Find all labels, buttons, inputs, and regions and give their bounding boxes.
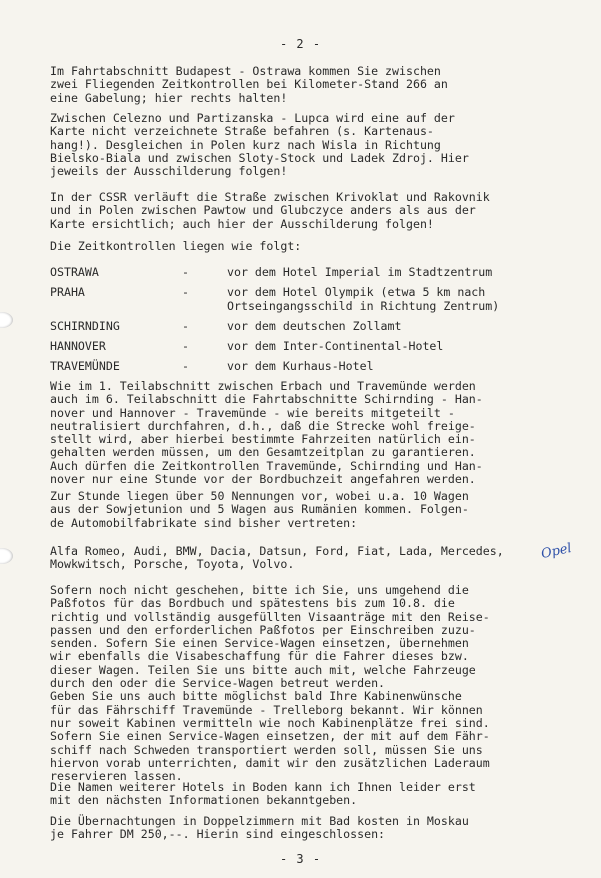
text-line: nover und Hannover - Travemünde - wie bereits mitgeteilt - — [50, 405, 455, 420]
punch-hole — [0, 548, 13, 564]
text-line: de Automobilfabrikate sind bisher vertreten: — [50, 515, 358, 530]
text-line: hang!). Desgleichen in Polen kurz nach Wisla in Richtung — [50, 137, 441, 152]
text-line: Sofern Sie einen Service-Wagen einsetzen, der mit auf dem Fähr- — [50, 729, 490, 744]
text-line: Auch dürfen die Zeitkontrollen Travemünde, Schirnding und Han- — [50, 458, 483, 473]
text-line: Die Übernachtungen in Doppelzimmern mit Bad kosten in Moskau — [50, 814, 469, 828]
control-location — [227, 319, 402, 332]
control-city: HANNOVER — [50, 339, 106, 354]
control-dash: - — [182, 359, 189, 374]
text-line: richtig und vollständig ausgefüllten Visaanträge mit den Reise- — [50, 609, 490, 624]
text-line: und in Polen zwischen Pawtow und Glubczyce anders als aus der — [50, 203, 476, 218]
control-city: OSTRAWA — [50, 265, 99, 279]
text-line: Geben Sie uns auch bitte möglichst bald Ihre Kabinenwünsche — [50, 689, 462, 704]
text-line: für das Fährschiff Travemünde - Trelleborg bekannt. Wir können — [50, 702, 483, 717]
text-line: nur soweit Kabinen vermitteln wie noch Kabinenplätze frei sind. — [50, 715, 490, 730]
control-location-line: vor dem Hotel Olympik (etwa 5 km nach — [227, 285, 486, 300]
paragraph-teilabschnitt — [50, 380, 570, 486]
text-line: senden. Sofern Sie einen Service-Wagen einsetzen, übernehmen — [50, 636, 469, 651]
text-line: passen und den erforderlichen Paßfotos per Einschreiben zuzu- — [50, 622, 476, 637]
text-line: Wie im 1. Teilabschnitt zwischen Erbach und Travemünde werden — [50, 379, 476, 393]
text-line: Mowkwitsch, Porsche, Toyota, Volvo. — [50, 557, 295, 572]
control-location — [227, 265, 492, 278]
text-line: nover nur eine Stunde vor der Bordbuchzeit angefahren werden. — [50, 472, 476, 487]
page-number-top: - 2 - — [279, 37, 322, 51]
text-line: Paßfotos für das Bordbuch und spätestens bis zum 10.8. die — [50, 596, 455, 611]
paragraph-cssr — [50, 191, 570, 231]
paragraph-gabelung — [50, 65, 570, 105]
paragraph-visa — [50, 584, 570, 783]
control-location-line: vor dem Inter-Continental-Hotel — [227, 339, 444, 354]
text-line: Bielsko-Biala und zwischen Sloty-Stock und Ladek Zdroj. Hier — [50, 150, 469, 165]
control-location-line: vor dem deutschen Zollamt — [227, 318, 402, 333]
text-line: schiff nach Schweden transportiert werden soll, müssen Sie uns — [50, 742, 483, 757]
text-line: wir ebenfalls die Visabeschaffung für die Fahrer dieses bzw. — [50, 649, 469, 664]
text-line: jeweils der Ausschilderung folgen! — [50, 164, 288, 179]
paragraph-fabrikate — [50, 545, 570, 572]
paragraph-hotels — [50, 781, 570, 808]
handwritten-note: Opel — [539, 540, 574, 563]
text-line: stellt wird, aber hierbei bestimmte Fahrzeiten natürlich ein- — [50, 432, 476, 447]
text-line: Die Zeitkontrollen liegen wie folgt: — [50, 239, 302, 253]
text-line: reservieren lassen. — [50, 769, 183, 784]
text-line: Die Namen weiterer Hotels in Boden kann ich Ihnen leider erst — [50, 780, 476, 794]
text-line: In der CSSR verläuft die Straße zwischen Krivoklat und Rakovnik — [50, 190, 490, 204]
text-line: Alfa Romeo, Audi, BMW, Dacia, Datsun, Ford, Fiat, Lada, Mercedes, — [50, 544, 504, 558]
control-city: SCHIRNDING — [50, 318, 120, 333]
text-line: hiervon vorab unterrichten, damit wir den zusätzlichen Laderaum — [50, 755, 490, 770]
text-line: aus der Sowjetunion und 5 Wagen aus Rumänien kommen. Folgen- — [50, 502, 469, 517]
text-line: dieser Wagen. Teilen Sie uns bitte auch mit, welche Fahrzeuge — [50, 662, 476, 677]
text-line: Im Fahrtabschnitt Budapest - Ostrawa kommen Sie zwischen — [50, 64, 441, 78]
text-line: Sofern noch nicht geschehen, bitte ich Sie, uns umgehend die — [50, 583, 469, 597]
paragraph-uebernachtungen — [50, 815, 570, 842]
control-dash: - — [182, 339, 189, 354]
control-dash: - — [182, 318, 189, 333]
control-location-line: Ortseingangsschild in Richtung Zentrum) — [227, 298, 500, 313]
control-location-line: vor dem Hotel Imperial im Stadtzentrum — [227, 265, 493, 279]
paragraph-nennungen — [50, 490, 570, 530]
control-city: PRAHA — [50, 285, 85, 300]
control-location — [227, 359, 374, 372]
punch-hole — [0, 312, 13, 328]
text-line: Karte ersichtlich; auch hier der Ausschilderung folgen! — [50, 216, 434, 231]
paragraph-zeitkontrollen-intro — [50, 240, 570, 253]
control-location — [227, 339, 443, 352]
text-line: je Fahrer DM 250,--. Hierin sind eingeschlossen: — [50, 827, 386, 842]
control-dash: - — [182, 285, 189, 300]
page-number-bottom: - 3 - — [279, 852, 322, 866]
control-dash: - — [182, 265, 189, 279]
text-line: durch den oder die Service-Wagen betreut werden. — [50, 676, 386, 691]
text-line: gehalten werden müssen, um den Gesamtzeitplan zu garantieren. — [50, 445, 476, 460]
text-line: auch im 6. Teilabschnitt die Fahrtabschnitte Schirnding - Han- — [50, 392, 483, 407]
text-line: Zur Stunde liegen über 50 Nennungen vor, wobei u.a. 10 Wagen — [50, 489, 469, 503]
text-line: Zwischen Celezno und Partizanska - Lupca wird eine auf der — [50, 111, 455, 125]
text-line: eine Gabelung; hier rechts halten! — [50, 90, 288, 105]
text-line: Karte nicht verzeichnete Straße befahren (s. Kartenaus- — [50, 124, 434, 139]
control-location-line: vor dem Kurhaus-Hotel — [227, 359, 374, 374]
text-line: mit den nächsten Informationen bekanntgeben. — [50, 793, 358, 808]
text-line: zwei Fliegenden Zeitkontrollen bei Kilometer-Stand 266 an — [50, 77, 448, 92]
paragraph-strassen — [50, 112, 570, 178]
control-location — [227, 285, 499, 312]
text-line: neutralisiert durchfahren, d.h., daß die Strecke wohl freige- — [50, 418, 476, 433]
control-city: TRAVEMÜNDE — [50, 359, 120, 374]
